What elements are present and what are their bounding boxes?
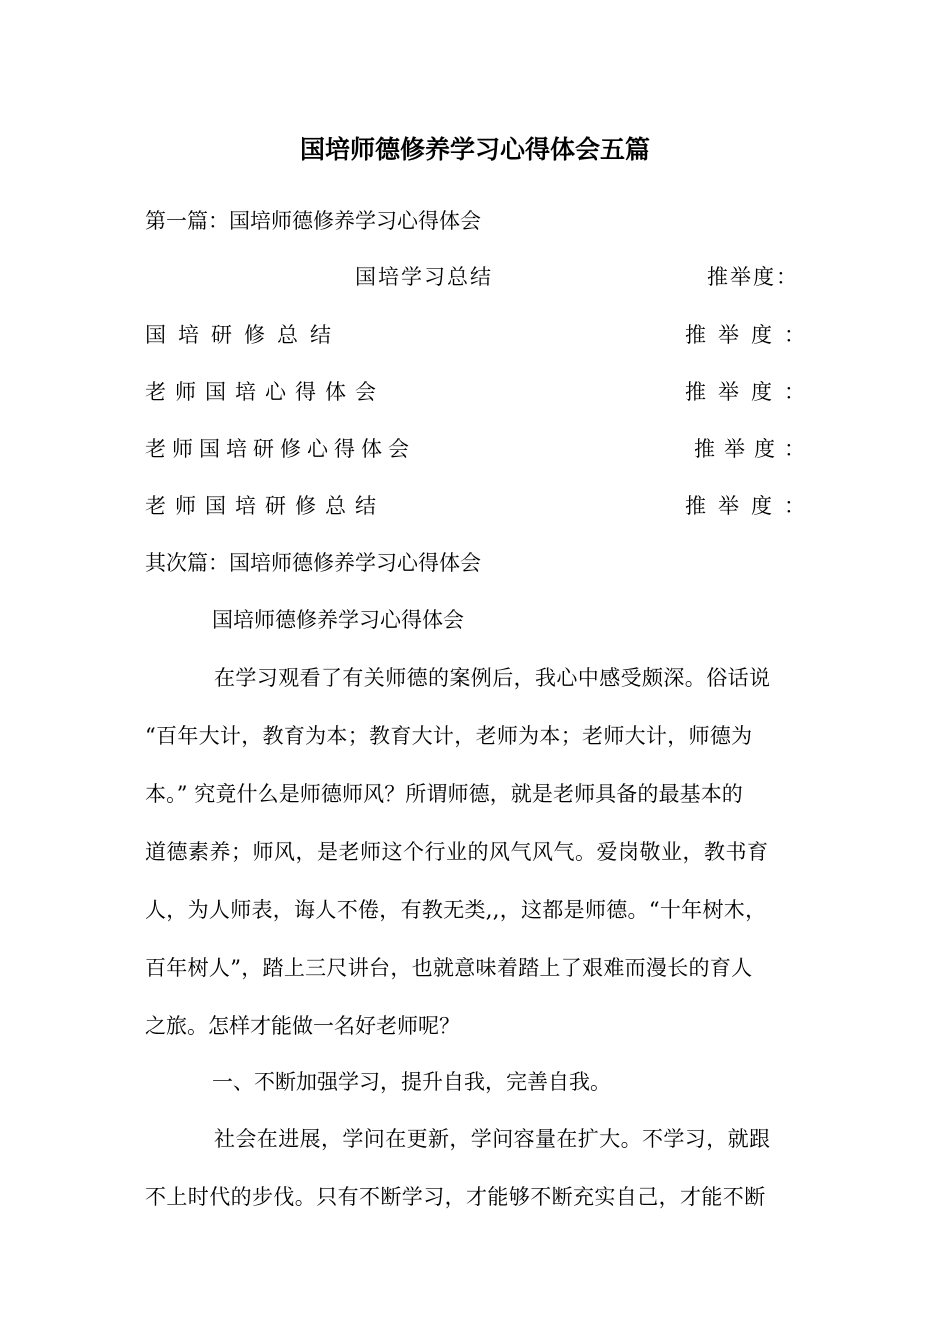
- rec-score-label: 推举度：: [707, 265, 799, 289]
- rec-score-label: 推举度：: [694, 437, 814, 461]
- part1-heading: 第一篇：国培师德修养学习心得体会: [145, 209, 481, 233]
- rec-score-label: 推举度：: [685, 380, 817, 404]
- section-heading: 一、不断加强学习，提升自我，完善自我。: [212, 1070, 611, 1094]
- body-line: 道德素养；师风，是老师这个行业的风气风气。爱岗敬业，教书育: [145, 840, 769, 864]
- rec-score-label: 推举度：: [685, 323, 817, 347]
- body-line: 社会在进展，学问在更新，学问容量在扩大。不学习，就跟: [214, 1127, 771, 1151]
- rec-title: 老师国培研修总结: [145, 494, 385, 518]
- rec-title: 国培研修总结: [145, 323, 343, 347]
- body-line: 在学习观看了有关师德的案例后，我心中感受颇深。俗话说: [214, 666, 771, 690]
- rec-title: 国培学习总结: [355, 265, 493, 289]
- recommendation-row: [145, 320, 817, 350]
- body-line: “百年大计，教育为本；教育大计，老师为本；老师大计，师德为: [145, 724, 753, 748]
- body-line: 本。” 究竟什么是师德师风？所谓师德，就是老师具备的最基本的: [145, 782, 743, 806]
- rec-title: 老师国培研修心得体会: [145, 437, 415, 461]
- essay-subtitle: 国培师德修养学习心得体会: [212, 608, 464, 632]
- body-line: 人，为人师表，诲人不倦，有教无类,,，这都是师德。“十年树木，: [145, 898, 767, 922]
- body-line: 之旅。怎样才能做一名好老师呢？: [145, 1014, 460, 1038]
- document-title: 国培师德修养学习心得体会五篇: [299, 135, 650, 164]
- part2-heading: 其次篇：国培师德修养学习心得体会: [145, 551, 481, 575]
- recommendation-row: [145, 491, 817, 521]
- recommendation-row: [145, 377, 817, 407]
- rec-score-label: 推举度：: [685, 494, 817, 518]
- rec-title: 老师国培心得体会: [145, 380, 385, 404]
- body-line: 不上时代的步伐。只有不断学习，才能够不断充实自己，才能不断: [145, 1185, 766, 1209]
- body-line: 百年树人”，踏上三尺讲台，也就意味着踏上了艰难而漫长的育人: [145, 956, 753, 980]
- recommendation-row: [145, 434, 814, 464]
